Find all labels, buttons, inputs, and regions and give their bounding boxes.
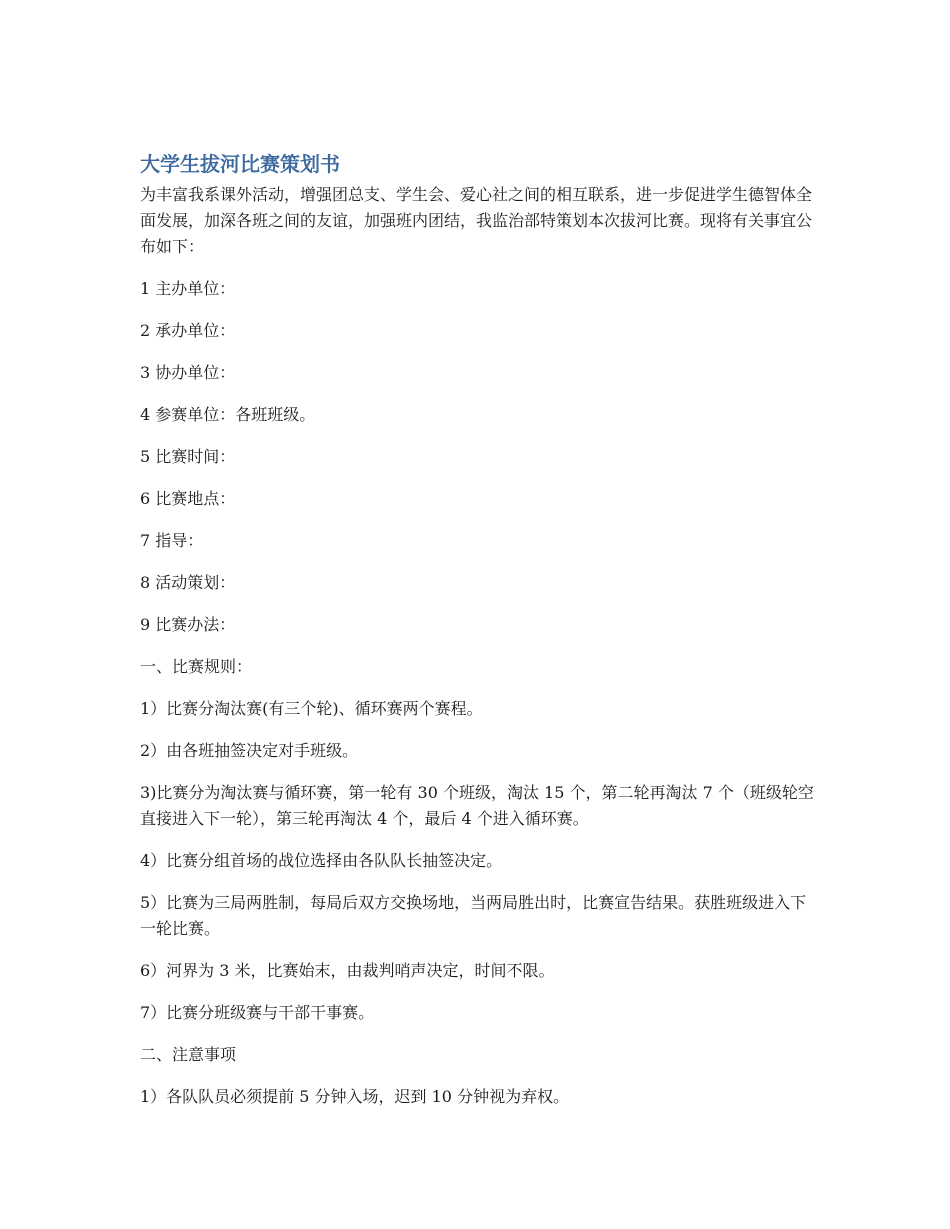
document-page bbox=[140, 150, 820, 1126]
intro-paragraph: 为丰富我系课外活动，增强团总支、学生会、爱心社之间的相互联系，进一步促进学生德智体全面发展，加深各班之间的友谊，加强班内团结，我监治部特策划本次拔河比赛。现将有关事宜公布如下： bbox=[140, 185, 813, 256]
item-organizer: 1 主办单位： bbox=[140, 279, 236, 298]
item-co-organizer: 3 协办单位： bbox=[140, 363, 236, 382]
document-title: 大学生拔河比赛策划书 bbox=[140, 152, 340, 176]
item-method: 9 比赛办法： bbox=[140, 615, 236, 634]
item-guidance: 7 指导： bbox=[140, 531, 204, 550]
notes-heading: 二、注意事项 bbox=[140, 1045, 237, 1064]
rule-7: 7）比赛分班级赛与干部干事赛。 bbox=[140, 1003, 375, 1022]
rule-5: 5）比赛为三局两胜制，每局后双方交换场地，当两局胜出时，比赛宣告结果。获胜班级进入下一轮比赛。 bbox=[140, 893, 807, 938]
item-location: 6 比赛地点： bbox=[140, 489, 236, 508]
rule-3: 3)比赛分为淘汰赛与循环赛，第一轮有 30 个班级，淘汰 15 个，第二轮再淘汰 7 个（班级轮空直接进入下一轮），第三轮再淘汰 4 个，最后 4 个进入循环赛。 bbox=[140, 783, 814, 828]
rule-1: 1）比赛分淘汰赛(有三个轮)、循环赛两个赛程。 bbox=[140, 699, 483, 718]
rule-2: 2）由各班抽签决定对手班级。 bbox=[140, 741, 359, 760]
item-time: 5 比赛时间： bbox=[140, 447, 236, 466]
rule-6: 6）河界为 3 米，比赛始末，由裁判哨声决定，时间不限。 bbox=[140, 961, 555, 980]
rule-4: 4）比赛分组首场的战位选择由各队队长抽签决定。 bbox=[140, 851, 503, 870]
item-undertaker: 2 承办单位： bbox=[140, 321, 236, 340]
item-planning: 8 活动策划： bbox=[140, 573, 236, 592]
rules-heading: 一、比赛规则： bbox=[140, 657, 253, 676]
item-participants: 4 参赛单位：各班班级。 bbox=[140, 405, 316, 424]
note-1: 1）各队队员必须提前 5 分钟入场，迟到 10 分钟视为弃权。 bbox=[140, 1087, 570, 1106]
